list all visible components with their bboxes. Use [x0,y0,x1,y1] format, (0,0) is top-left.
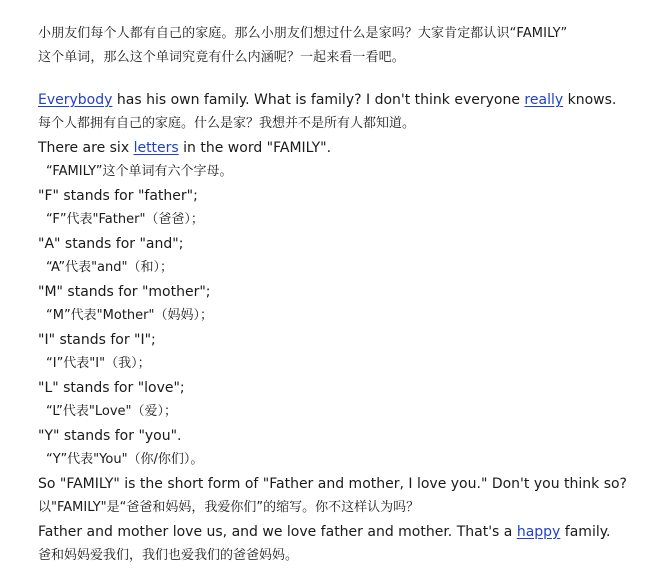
translation-line: “M”代表"Mother"（妈妈）； [46,308,213,323]
link-letters[interactable]: letters [133,140,179,156]
text-line: "A" stands for "and"; [38,236,184,252]
text-span: There are six [38,140,134,156]
translation-line: “FAMILY”这个单词有六个字母。 [46,164,233,179]
translation-line: “Y”代表"You"（你/你们）。 [46,452,204,467]
translation-line: 爸和妈妈爱我们，我们也爱我们的爸爸妈妈。 [38,548,299,563]
translation-line: “L”代表"Love"（爱）； [46,404,178,419]
intro-line-2: 这个单词，那么这个单词究竟有什么内涵呢？一起来看一看吧。 [38,50,405,65]
text-span: family. [560,524,611,540]
link-everybody[interactable]: Everybody [38,92,113,108]
link-really[interactable]: really [524,92,564,108]
text-span: Father and mother love us, and we love father and mother. That's a [38,524,517,540]
text-span: in the word "FAMILY". [178,140,332,156]
text-line: "L" stands for "love"; [38,380,185,396]
link-happy[interactable]: happy [516,524,561,540]
intro-paragraph [38,0,648,68]
text-line: "Y" stands for "you". [38,428,182,444]
text-span: knows. [563,92,617,108]
translation-line: “F”代表"Father"（爸爸）； [46,212,204,227]
article [38,0,648,568]
text-line: So "FAMILY" is the short form of "Father and mother, I love you." Don't you think so? [38,476,627,492]
text-line: "F" stands for "father"; [38,188,198,204]
translation-line: 以"FAMILY"是“爸爸和妈妈，我爱你们”的缩写。你不这样认为吗？ [38,500,420,515]
text-line [38,520,648,544]
text-line [38,136,648,160]
text-line: "M" stands for "mother"; [38,284,211,300]
translation-line: “I”代表"I"（我）； [46,356,151,371]
translation-line: 每个人都拥有自己的家庭。什么是家？我想并不是所有人都知道。 [38,116,416,131]
text-line: "I" stands for "I"; [38,332,156,348]
translation-line: “A”代表"and"（和）； [46,260,173,275]
text-span: has his own family. What is family? I don't think everyone [112,92,525,108]
text-line [38,88,648,112]
family-paragraph [38,88,648,568]
intro-line-1: 小朋友们每个人都有自己的家庭。那么小朋友们想过什么是家吗？大家肯定都认识“FAMILY” [38,26,568,41]
